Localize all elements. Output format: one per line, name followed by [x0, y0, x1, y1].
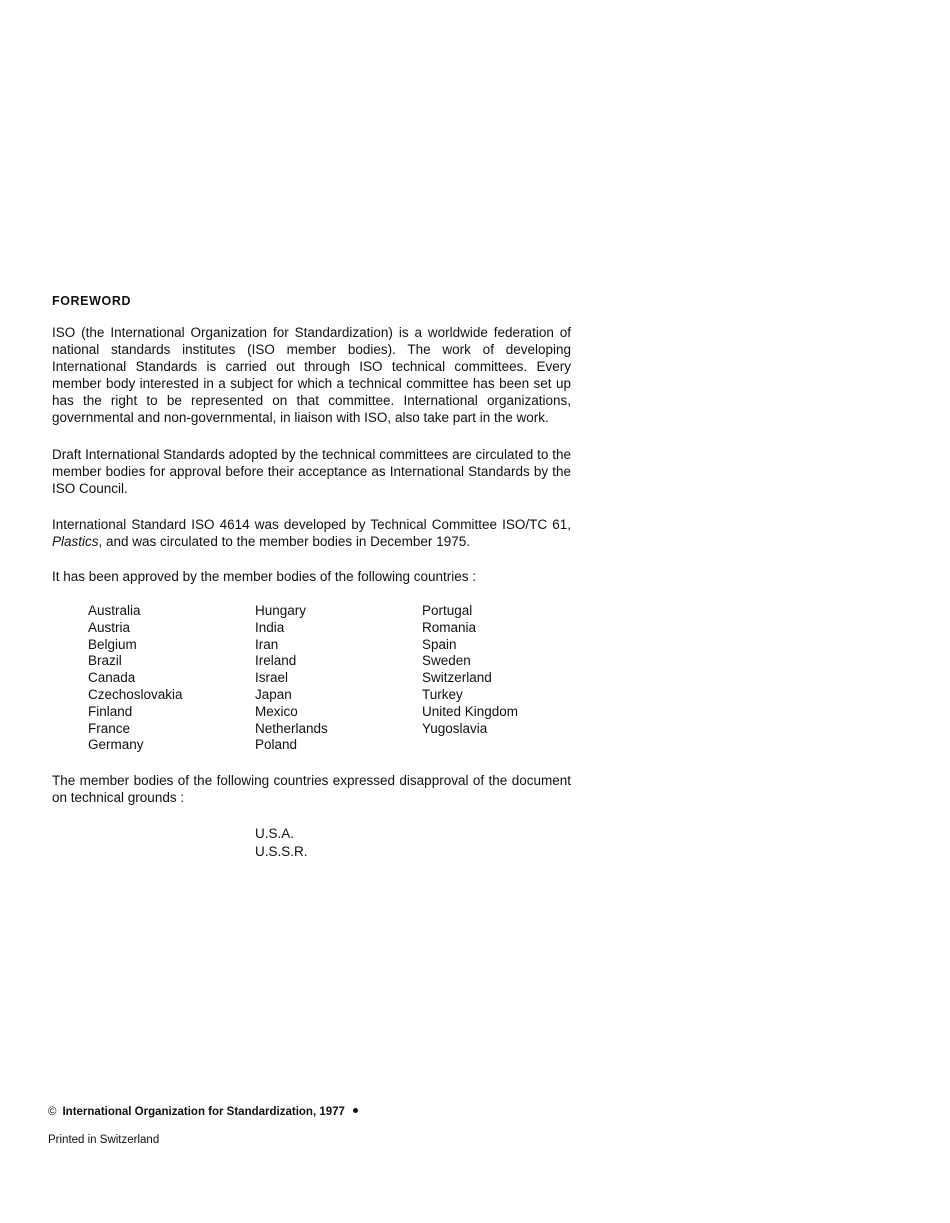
foreword-heading: FOREWORD — [52, 294, 132, 308]
country-name: Austria — [88, 619, 131, 635]
approving-countries-column-2 — [255, 603, 422, 754]
country-name: Australia — [88, 603, 141, 618]
country-name: Brazil — [88, 653, 122, 669]
development-text-start: International Standard ISO 4614 was developed by Technical Committee ISO/TC 61, — [52, 517, 571, 532]
country-name: Romania — [422, 619, 477, 635]
foreword-paragraph-development — [52, 516, 571, 550]
country-name: Czechoslovakia — [88, 686, 183, 702]
country-name: Portugal — [422, 603, 473, 618]
approving-countries-list — [52, 603, 571, 754]
country-name: U.S.S.R. — [255, 844, 308, 860]
country-name: Hungary — [255, 603, 307, 618]
country-name: Switzerland — [422, 670, 492, 686]
approving-countries-column-3 — [422, 603, 589, 754]
country-name: France — [88, 720, 131, 736]
country-name: Canada — [88, 670, 136, 686]
country-name: United Kingdom — [422, 703, 519, 719]
country-name: Finland — [88, 703, 133, 719]
foreword-paragraph-drafts: Draft International Standards adopted by the technical committees are circulated to the member bodies for approval before their acceptance as International Standards by the ISO Council. — [52, 447, 571, 496]
copyright-text: International Organization for Standardization, 1977 — [62, 1106, 345, 1118]
foreword-paragraph-approval: It has been approved by the member bodies of the following countries : — [52, 569, 477, 584]
country-name: Spain — [422, 636, 457, 652]
development-text-end: , and was circulated to the member bodies in December 1975. — [98, 534, 470, 549]
country-name: India — [255, 619, 285, 635]
bullet-dot-icon — [353, 1108, 358, 1113]
country-name: Iran — [255, 636, 279, 652]
country-name: Poland — [255, 737, 298, 753]
printed-location: Printed in Switzerland — [48, 1134, 160, 1146]
country-name: Belgium — [88, 636, 137, 652]
disapproving-countries-list — [52, 825, 571, 861]
committee-title: Plastics — [52, 534, 99, 549]
foreword-paragraph-iso: ISO (the International Organization for Standardization) is a worldwide federation of national standards institutes (ISO member bodies). The work of developing International Standards is carried out through ISO technical committees. Every member body interested in a subject for which a technical committee has been set up has the right to be represented on that committee. International organizations, governmental and non-governmental, in liaison with ISO, also take part in the work. — [52, 325, 571, 425]
copyright-symbol: © — [48, 1106, 57, 1118]
country-name: Sweden — [422, 653, 471, 669]
country-name: Turkey — [422, 686, 463, 702]
country-name: Ireland — [255, 653, 297, 669]
country-name: Mexico — [255, 703, 298, 719]
country-name: Germany — [88, 737, 144, 753]
approving-countries-column-1 — [88, 603, 255, 754]
country-name: Japan — [255, 686, 292, 702]
country-name: U.S.A. — [255, 826, 295, 842]
country-name: Israel — [255, 670, 289, 686]
foreword-section — [52, 294, 571, 861]
country-name: Yugoslavia — [422, 720, 488, 736]
country-name: Netherlands — [255, 720, 328, 736]
copyright-notice — [48, 1106, 358, 1118]
foreword-paragraph-disapproval: The member bodies of the following countries expressed disapproval of the document on technical grounds : — [52, 773, 571, 806]
